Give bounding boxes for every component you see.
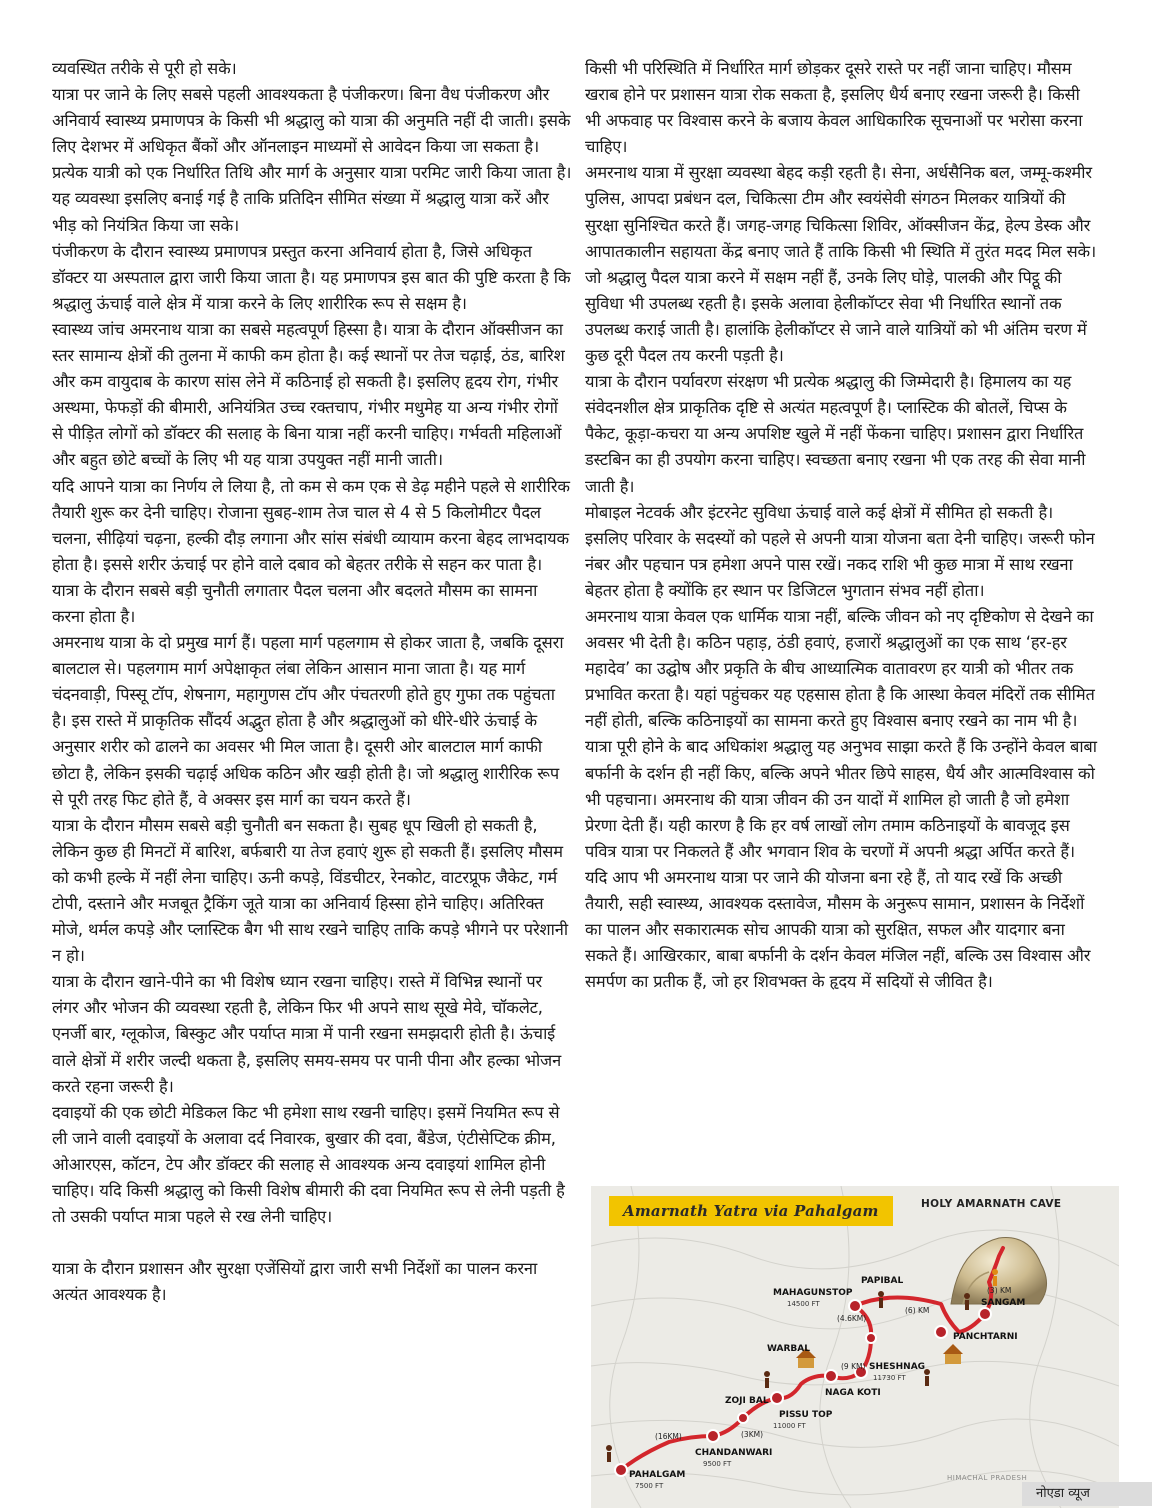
stop-mahagunstop: MAHAGUNSTOP: [773, 1288, 853, 1298]
map-title: Amarnath Yatra via Pahalgam: [609, 1196, 893, 1226]
paragraph: मोबाइल नेटवर्क और इंटरनेट सुविधा ऊंचाई वाले कई क्षेत्रों में सीमित हो सकती है। इसलिए परिवार के सदस्यों को पहले से अपनी यात्रा योजना बता देनी चाहिए। जरूरी फोन नंबर और पहचान पत्र हमेशा अपने पास रखें। नकद राशि भी कुछ मात्रा में साथ रखना बेहतर होता है क्योंकि हर स्थान पर डिजिटल भुगतान संभव नहीं होता।: [585, 502, 1095, 600]
paragraph: यात्रा पर जाने के लिए सबसे पहली आवश्यकता है पंजीकरण। बिना वैध पंजीकरण और अनिवार्य स्वास्थ्य प्रमाणपत्र के किसी भी श्रद्धालु को यात्रा की अनुमति नहीं दी जाती। इसके लिए देशभर में अधिकृत बैंकों और ऑनलाइन माध्यमों से आवेदन किया जा सकता है। प्रत्येक यात्री को एक निर्धारित तिथि और मार्ग के अनुसार यात्रा परमिट जारी किया जाता है। यह व्यवस्था इसलिए बनाई गई है ताकि प्रतिदिन सीमित संख्या में श्रद्धालु यात्रा करें और भीड़ को नियंत्रित किया जा सके।: [52, 85, 572, 235]
distance-label: (3) KM: [987, 1286, 1012, 1295]
route-map: [591, 1186, 1119, 1508]
paragraph: अमरनाथ यात्रा केवल एक धार्मिक यात्रा नहीं, बल्कि जीवन को नए दृष्टिकोण से देखने का अवसर भी देती है। कठिन पहाड़, ठंडी हवाएं, हजारों श्रद्धालुओं का एक साथ ‘हर-हर महादेव’ का उद्घोष और प्रकृति के बीच आध्यात्मिक वातावरण हर यात्री को भीतर तक प्रभावित करता है। यहां पहुंचकर यह एहसास होता है कि आस्था केवल मंदिरों तक सीमित नहीं होती, बल्कि कठिनाइयों का सामना करते हुए विश्वास बनाए रखने का नाम भी है।: [585, 606, 1095, 731]
stop-pissu-top: PISSU TOP: [779, 1410, 833, 1420]
distance-label: (16KM): [655, 1432, 682, 1441]
paragraph: किसी भी परिस्थिति में निर्धारित मार्ग छोड़कर दूसरे रास्ते पर नहीं जाना चाहिए। मौसम खराब होने पर प्रशासन यात्रा रोक सकता है, इसलिए धैर्य बनाए रखना जरूरी है। किसी भी अफवाह पर विश्वास करने के बजाय केवल आधिकारिक सूचनाओं पर भरोसा करना चाहिए।: [585, 59, 1083, 157]
paragraph: पंजीकरण के दौरान स्वास्थ्य प्रमाणपत्र प्रस्तुत करना अनिवार्य होता है, जिसे अधिकृत डॉक्टर या अस्पताल द्वारा जारी किया जाता है। यह प्रमाणपत्र इस बात की पुष्टि करता है कि श्रद्धालु ऊंचाई वाले क्षेत्र में यात्रा करने के लिए शारीरिक रूप से सक्षम है।: [52, 241, 571, 313]
stop-zoji-bal: ZOJI BAL: [725, 1396, 769, 1406]
stop-papibal: PAPIBAL: [861, 1276, 904, 1286]
stop-warbal: WARBAL: [767, 1344, 810, 1354]
marker-chandanwari: [707, 1430, 719, 1442]
stop-naga-koti: NAGA KOTI: [825, 1388, 881, 1398]
terrain-lines: [591, 1186, 1119, 1508]
stop-sheshnag: SHESHNAG: [869, 1362, 926, 1372]
marker-panchtarni: [935, 1326, 947, 1338]
paragraph: यदि आप भी अमरनाथ यात्रा पर जाने की योजना बना रहे हैं, तो याद रखें कि अच्छी तैयारी, सही स्वास्थ्य, आवश्यक दस्तावेज, मौसम के अनुरूप सामान, प्रशासन के निर्देशों का पालन और सकारात्मक सोच आपकी यात्रा को सुरक्षित, सफल और यादगार बना सकते हैं। आखिरकार, बाबा बर्फानी के दर्शन केवल मंजिल नहीं, बल्कि उस विश्वास और समर्पण का प्रतीक हैं, जो हर शिवभक्त के हृदय में सदियों से जीवित है।: [585, 867, 1091, 992]
marker-papibal: [866, 1333, 876, 1343]
region-label: HIMACHAL PRADESH: [947, 1474, 1028, 1482]
distance-label: (9 KM): [841, 1362, 866, 1371]
marker-naga-koti: [825, 1370, 837, 1382]
stop-pahalgam-altitude: 7500 FT: [635, 1482, 664, 1490]
paragraph: स्वास्थ्य जांच अमरनाथ यात्रा का सबसे महत्वपूर्ण हिस्सा है। यात्रा के दौरान ऑक्सीजन का स्तर सामान्य क्षेत्रों की तुलना में काफी कम होता है। कई स्थानों पर तेज चढ़ाई, ठंड, बारिश और कम वायुदाब के कारण सांस लेने में कठिनाई हो सकती है। इसलिए हृदय रोग, गंभीर अस्थमा, फेफड़ों की बीमारी, अनियंत्रित उच्च रक्तचाप, गंभीर मधुमेह या अन्य गंभीर रोगों से पीड़ित लोगों को डॉक्टर की सलाह के बिना यात्रा नहीं करनी चाहिए। गर्भवती महिलाओं और बहुत छोटे बच्चों के लिए भी यह यात्रा उपयुक्त नहीं मानी जाती।: [52, 319, 565, 470]
cave-label: HOLY AMARNATH CAVE: [921, 1198, 1062, 1210]
distance-label: (4.6KM): [837, 1314, 867, 1323]
map-graphic: [591, 1186, 1119, 1508]
marker-mahagunstop: [849, 1300, 861, 1312]
paragraph: अमरनाथ यात्रा में सुरक्षा व्यवस्था बेहद कड़ी रहती है। सेना, अर्धसैनिक बल, जम्मू-कश्मीर पुलिस, आपदा प्रबंधन दल, चिकित्सा टीम और स्वयंसेवी संगठन मिलकर यात्रियों की सुरक्षा सुनिश्चित करते हैं। जगह-जगह चिकित्सा शिविर, ऑक्सीजन केंद्र, हेल्प डेस्क और आपातकालीन सहायता केंद्र बनाए जाते हैं ताकि किसी भी स्थिति में तुरंत मदद मिल सके।: [585, 163, 1097, 261]
marker-pissu-top: [771, 1392, 783, 1404]
paragraph: यात्रा पूरी होने के बाद अधिकांश श्रद्धालु यह अनुभव साझा करते हैं कि उन्होंने केवल बाबा बर्फानी के दर्शन ही नहीं किए, बल्कि अपने भीतर छिपे साहस, धैर्य और आत्मविश्वास को भी पहचाना। अमरनाथ की यात्रा जीवन की उन यादों में शामिल हो जाती है जो हमेशा प्रेरणा देती हैं। यही कारण है कि हर वर्ष लाखों लोग तमाम कठिनाइयों के बावजूद इस पवित्र यात्रा पर निकलते हैं और भगवान शिव के चरणों में अपनी श्रद्धा अर्पित करते हैं।: [585, 737, 1097, 861]
paragraph: यात्रा के दौरान मौसम सबसे बड़ी चुनौती बन सकता है। सुबह धूप खिली हो सकती है, लेकिन कुछ ही मिनटों में बारिश, बर्फबारी या तेज हवाएं शुरू हो सकती हैं। इसलिए मौसम को कभी हल्के में नहीं लेना चाहिए। ऊनी कपड़े, विंडचीटर, रेनकोट, वाटरप्रूफ जैकेट, गर्म टोपी, दस्ताने और मजबूत ट्रैकिंग जूते यात्रा का अनिवार्य हिस्सा होने चाहिए। अतिरिक्त मोजे, थर्मल कपड़े और प्लास्टिक बैग भी साथ रखने चाहिए ताकि कपड़े भीगने पर परेशानी न हो।: [52, 815, 568, 966]
stop-sangam: SANGAM: [981, 1298, 1026, 1308]
article-right-column: [585, 56, 1100, 995]
stop-chandanwari: CHANDANWARI: [695, 1448, 773, 1458]
paragraph: यात्रा के दौरान खाने-पीने का भी विशेष ध्यान रखना चाहिए। रास्ते में विभिन्न स्थानों पर लंगर और भोजन की व्यवस्था रहती है, लेकिन फिर भी अपने साथ सूखे मेवे, चॉकलेट, एनर्जी बार, ग्लूकोज, बिस्कुट और पर्याप्त मात्रा में पानी रखना समझदारी होती है। ऊंचाई वाले क्षेत्रों में शरीर जल्दी थकता है, इसलिए समय-समय पर पानी पीना और हल्का भोजन करते रहना जरूरी है।: [52, 972, 562, 1096]
paragraph: जो श्रद्धालु पैदल यात्रा करने में सक्षम नहीं हैं, उनके लिए घोड़े, पालकी और पिट्ठू की सुविधा भी उपलब्ध रहती है। इसके अलावा हेलीकॉप्टर सेवा भी निर्धारित स्थानों तक उपलब्ध कराई जाती है। हालांकि हेलीकॉप्टर से जाने वाले यात्रियों को भी अंतिम चरण में कुछ दूरी पैदल तय करनी पड़ती है।: [585, 267, 1087, 366]
distance-label: (6) KM: [905, 1306, 930, 1315]
marker-zoji-bal: [738, 1413, 748, 1423]
stop-pahalgam: PAHALGAM: [629, 1470, 686, 1480]
paragraph: यात्रा के दौरान प्रशासन और सुरक्षा एजेंसियों द्वारा जारी सभी निर्देशों का पालन करना अत्यंत आवश्यक है।: [52, 1259, 538, 1305]
stop-sheshnag-altitude: 11730 FT: [873, 1374, 906, 1382]
stop-panchtarni: PANCHTARNI: [953, 1332, 1018, 1342]
paragraph-gap: [52, 1230, 572, 1256]
stop-pissu-top-altitude: 11000 FT: [773, 1422, 806, 1430]
stop-mahagunstop-altitude: 14500 FT: [787, 1300, 820, 1308]
distance-label: (3KM): [741, 1430, 764, 1439]
paragraph: अमरनाथ यात्रा के दो प्रमुख मार्ग हैं। पहला मार्ग पहलगाम से होकर जाता है, जबकि दूसरा बालटाल से। पहलगाम मार्ग अपेक्षाकृत लंबा लेकिन आसान माना जाता है। यह मार्ग चंदनवाड़ी, पिस्सू टॉप, शेषनाग, महागुणस टॉप और पंचतरणी होते हुए गुफा तक पहुंचता है। इस रास्ते में प्राकृतिक सौंदर्य अद्भुत होता है और श्रद्धालुओं को धीरे-धीरे ऊंचाई के अनुसार शरीर को ढालने का अवसर भी मिल जाता है। दूसरी ओर बालटाल मार्ग काफी छोटा है, लेकिन इसकी चढ़ाई अधिक कठिन और खड़ी होती है। जो श्रद्धालु शारीरिक रूप से पूरी तरह फिट होते हैं, वे अक्सर इस मार्ग का चयन करते हैं।: [52, 633, 564, 809]
paragraph: दवाइयों की एक छोटी मेडिकल किट भी हमेशा साथ रखनी चाहिए। इसमें नियमित रूप से ली जाने वाली दवाइयों के अलावा दर्द निवारक, बुखार की दवा, बैंडेज, एंटीसेप्टिक क्रीम, ओआरएस, कॉटन, टेप और डॉक्टर की सलाह से आवश्यक अन्य दवाइयां शामिल होनी चाहिए। यदि किसी श्रद्धालु को किसी विशेष बीमारी की दवा नियमित रूप से लेनी पड़ती है तो उसकी पर्याप्त मात्रा पहले से रख लेनी चाहिए।: [52, 1102, 565, 1227]
paragraph: यदि आपने यात्रा का निर्णय ले लिया है, तो कम से कम एक से डेढ़ महीने पहले से शारीरिक तैयारी शुरू कर देनी चाहिए। रोजाना सुबह-शाम तेज चाल से 4 से 5 किलोमीटर पैदल चलना, सीढ़ियां चढ़ना, हल्की दौड़ लगाना और सांस संबंधी व्यायाम करना बेहद लाभदायक होता है। इससे शरीर ऊंचाई पर होने वाले दबाव को बेहतर तरीके से सहन कर पाता है। यात्रा के दौरान सबसे बड़ी चुनौती लगातार पैदल चलना और बदलते मौसम का सामना करना होता है।: [52, 476, 570, 626]
stop-chandanwari-altitude: 9500 FT: [703, 1460, 732, 1468]
paragraph: व्यवस्थित तरीके से पूरी हो सके।: [52, 59, 237, 78]
article-left-column: [52, 56, 572, 1308]
paragraph: यात्रा के दौरान पर्यावरण संरक्षण भी प्रत्येक श्रद्धालु की जिम्मेदारी है। हिमालय का यह संवेदनशील क्षेत्र प्राकृतिक दृष्टि से अत्यंत महत्वपूर्ण है। प्लास्टिक की बोतलें, चिप्स के पैकेट, कूड़ा-कचरा या अन्य अपशिष्ट खुले में नहीं फेंकना चाहिए। प्रशासन द्वारा निर्धारित डस्टबिन का ही उपयोग करना चाहिए। स्वच्छता बनाए रखना भी एक तरह की सेवा मानी जाती है।: [585, 372, 1086, 496]
marker-pahalgam: [615, 1464, 627, 1476]
marker-sangam: [979, 1308, 991, 1320]
publication-credit: नोएडा व्यूज: [1022, 1482, 1152, 1506]
